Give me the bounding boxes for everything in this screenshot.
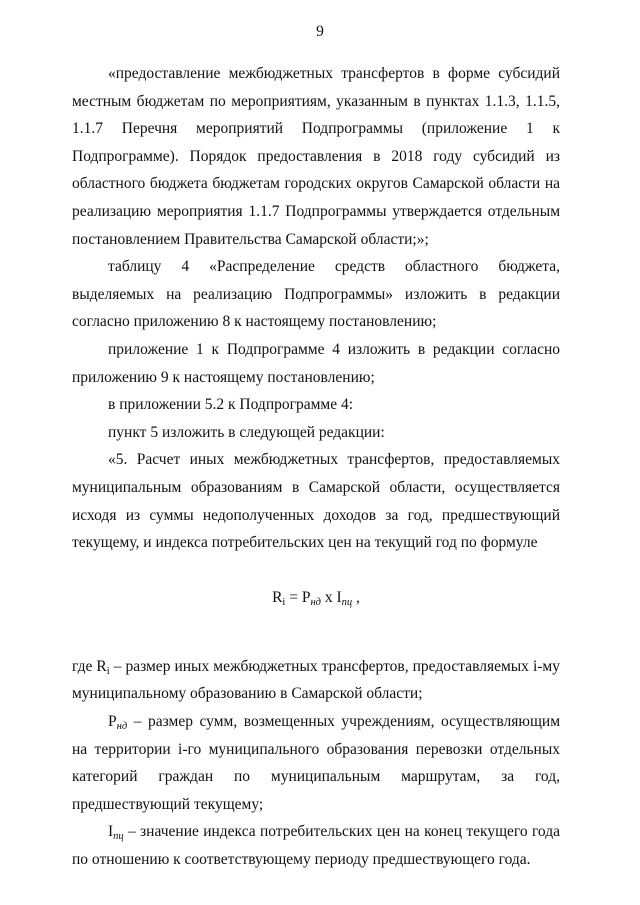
formula-times: x — [321, 589, 337, 607]
definition-p-symbol: P — [108, 713, 117, 731]
formula-p: P — [301, 589, 311, 607]
definition-r-text: – размер иных межбюджетных трансфертов, предоставляемых i-му муниципальному образованию в Самарской области; — [72, 657, 560, 703]
formula-i: I — [336, 589, 342, 607]
definition-i — [72, 818, 560, 873]
formula-r: R — [272, 589, 283, 607]
definition-p-sub: нд — [116, 721, 128, 733]
paragraph-appendix-1: приложение 1 к Подпрограмме 4 изложить в редакции согласно приложению 9 к настоящему постановлению; — [72, 340, 560, 386]
formula-eq: = — [285, 589, 302, 607]
formula-tail: , — [352, 589, 360, 607]
definition-r-symbol: R — [96, 657, 107, 675]
document-body — [72, 60, 560, 874]
definition-r — [72, 653, 560, 708]
definition-i-symbol: I — [108, 823, 114, 841]
definition-r-sub: i — [106, 665, 110, 677]
formula-r-sub: i — [282, 597, 286, 609]
definition-i-sub: пц — [113, 831, 124, 843]
paragraph-appendix-5-2: в приложении 5.2 к Подпрограмме 4: — [108, 396, 354, 414]
paragraph-table-4: таблицу 4 «Распределение средств областного бюджета, выделяемых на реализацию Подпрограммы» изложить в редакции согласно приложению 8 к настоящему постановлению; — [72, 258, 560, 331]
definition-r-prefix: где — [72, 657, 97, 675]
formula-i-sub: пц — [341, 597, 353, 609]
paragraph-calculation: «5. Расчет иных межбюджетных трансфертов, предоставляемых муниципальным образованиям в Самарской области, осуществляется исходя из суммы недополученных доходов за год, предшествующий текущему, и индекса потребительских цен на текущий год по формуле — [72, 451, 560, 552]
paragraph-subsidies: «предоставление межбюджетных трансфертов в форме субсидий местным бюджетам по мероприятиям, указанным в пунктах 1.1.3, 1.1.5, 1.1.7 Перечня мероприятий Подпрограммы (приложение 1 к Подпрограмме). Порядок предоставления в 2018 году субсидий из областного бюджета бюджетам городских округов Самарской области на реализацию мероприятия 1.1.7 Подпрограммы утверждается отдельным постановлением Правительства Самарской области;»; — [72, 65, 560, 248]
page-number: 9 — [316, 23, 324, 40]
definition-i-text: – значение индекса потребительских цен на конец текущего года по отношению к соответствующему периоду предшествующего года. — [72, 823, 560, 869]
formula-p-sub: нд — [310, 597, 321, 609]
paragraph-item-5: пункт 5 изложить в следующей редакции: — [108, 423, 385, 441]
definition-p-text: – размер сумм, возмещенных учреждениям, осуществляющим на территории i-го муниципального образования перевозки отдельных категорий граждан по муниципальным маршрутам, за год, предшествующий текущему; — [72, 713, 560, 813]
definition-p — [72, 708, 560, 818]
formula — [72, 584, 560, 612]
